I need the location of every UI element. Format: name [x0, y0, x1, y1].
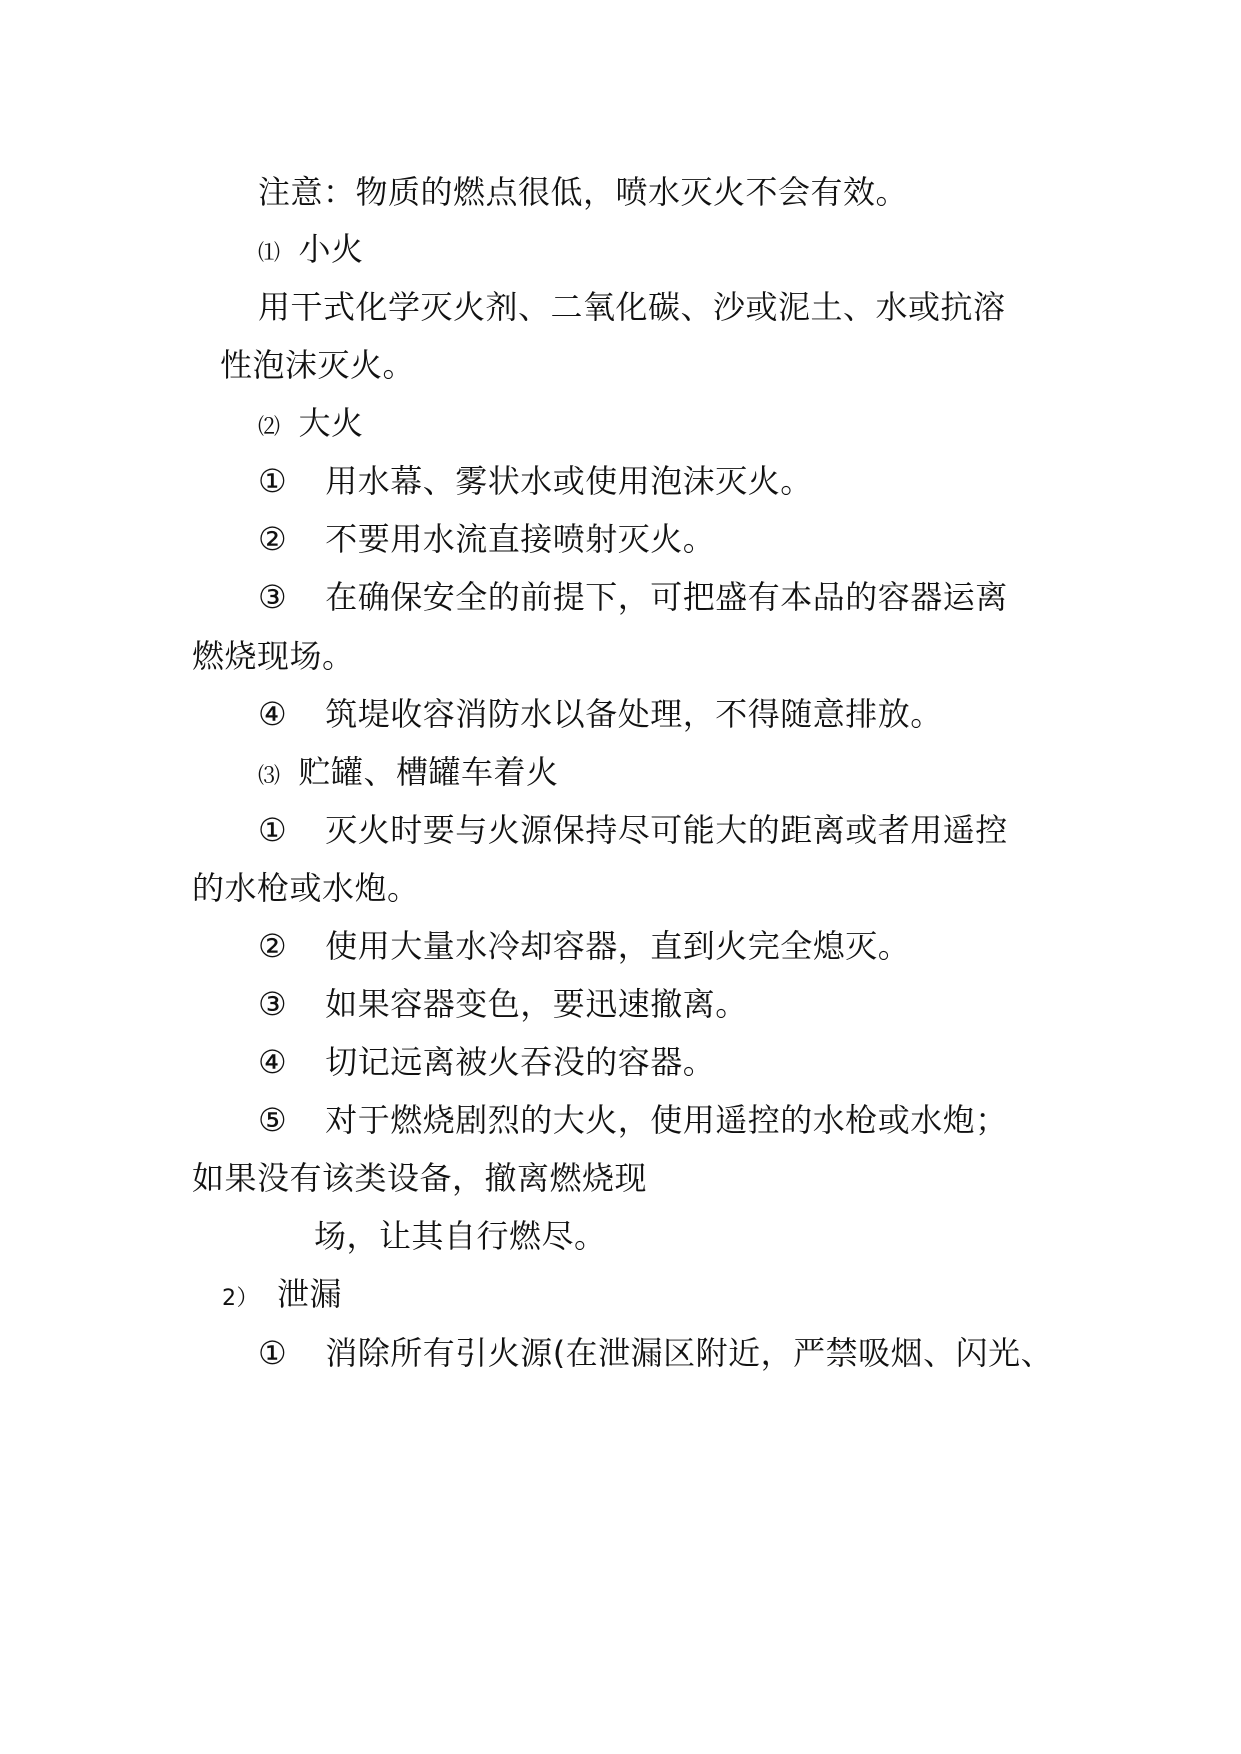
heading-tank-fire — [258, 752, 559, 797]
line-text: 燃烧现场。 — [192, 637, 355, 675]
line-text: 筑堤收容消防水以备处理，不得随意排放。 — [325, 695, 943, 733]
list-marker: ② — [258, 520, 288, 558]
heading-large-fire — [258, 403, 364, 448]
line-text: 的水枪或水炮。 — [192, 869, 420, 907]
paragraph-line — [192, 868, 420, 908]
list-marker: 2） — [222, 1286, 259, 1311]
list-marker: ⑴ — [258, 241, 281, 266]
list-marker: ② — [258, 927, 288, 965]
heading-leak — [222, 1274, 342, 1319]
line-text: 用干式化学灭火剂、二氧化碳、沙或泥土、水或抗溶 — [258, 288, 1006, 326]
paragraph-line — [314, 1216, 607, 1256]
list-marker: ④ — [258, 1043, 288, 1081]
paragraph-line — [192, 1158, 647, 1198]
list-item — [258, 926, 910, 966]
line-text: 灭火时要与火源保持尽可能大的距离或者用遥控 — [325, 811, 1008, 849]
list-marker: ③ — [258, 985, 288, 1023]
list-marker: ③ — [258, 578, 288, 616]
heading-small-fire — [258, 229, 364, 274]
line-text: 不要用水流直接喷射灭火。 — [325, 520, 716, 558]
line-text: 使用大量水冷却容器，直到火完全熄灭。 — [325, 927, 911, 965]
list-item — [258, 519, 715, 559]
list-item — [258, 1333, 1053, 1373]
list-item — [258, 810, 1008, 850]
list-marker: ⑵ — [258, 415, 281, 440]
list-item — [258, 1042, 715, 1082]
line-text: 贮罐、槽罐车着火 — [298, 753, 559, 791]
line-text: 场，让其自行燃尽。 — [314, 1217, 607, 1255]
list-item — [258, 1100, 1008, 1140]
line-text: 在确保安全的前提下，可把盛有本品的容器运离 — [325, 578, 1008, 616]
line-text: 如果没有该类设备，撤离燃烧现 — [192, 1159, 648, 1197]
line-text: 对于燃烧剧烈的大火，使用遥控的水枪或水炮； — [325, 1101, 1008, 1139]
list-marker: ① — [258, 1334, 288, 1372]
line-text: 注意：物质的燃点很低，喷水灭火不会有效。 — [258, 173, 909, 211]
note-line — [258, 172, 908, 212]
line-text: 用水幕、雾状水或使用泡沫灭火。 — [325, 462, 813, 500]
list-item — [258, 461, 813, 501]
paragraph-line — [220, 345, 415, 385]
line-text: 切记远离被火吞没的容器。 — [325, 1043, 716, 1081]
list-item — [258, 984, 748, 1024]
line-text: 消除所有引火源(在泄漏区附近，严禁吸烟、闪光、 — [325, 1334, 1054, 1372]
line-text: 大火 — [298, 404, 364, 442]
paragraph-line — [192, 636, 355, 676]
list-item — [258, 694, 943, 734]
list-marker: ① — [258, 811, 288, 849]
list-marker: ① — [258, 462, 288, 500]
paragraph-line — [258, 287, 1006, 327]
list-marker: ⑤ — [258, 1101, 288, 1139]
line-text: 泄漏 — [277, 1275, 343, 1313]
line-text: 性泡沫灭火。 — [220, 346, 416, 384]
line-text: 如果容器变色，要迅速撤离。 — [325, 985, 748, 1023]
list-marker: ④ — [258, 695, 288, 733]
list-marker: ⑶ — [258, 764, 281, 789]
line-text: 小火 — [298, 230, 364, 268]
list-item — [258, 577, 1008, 617]
